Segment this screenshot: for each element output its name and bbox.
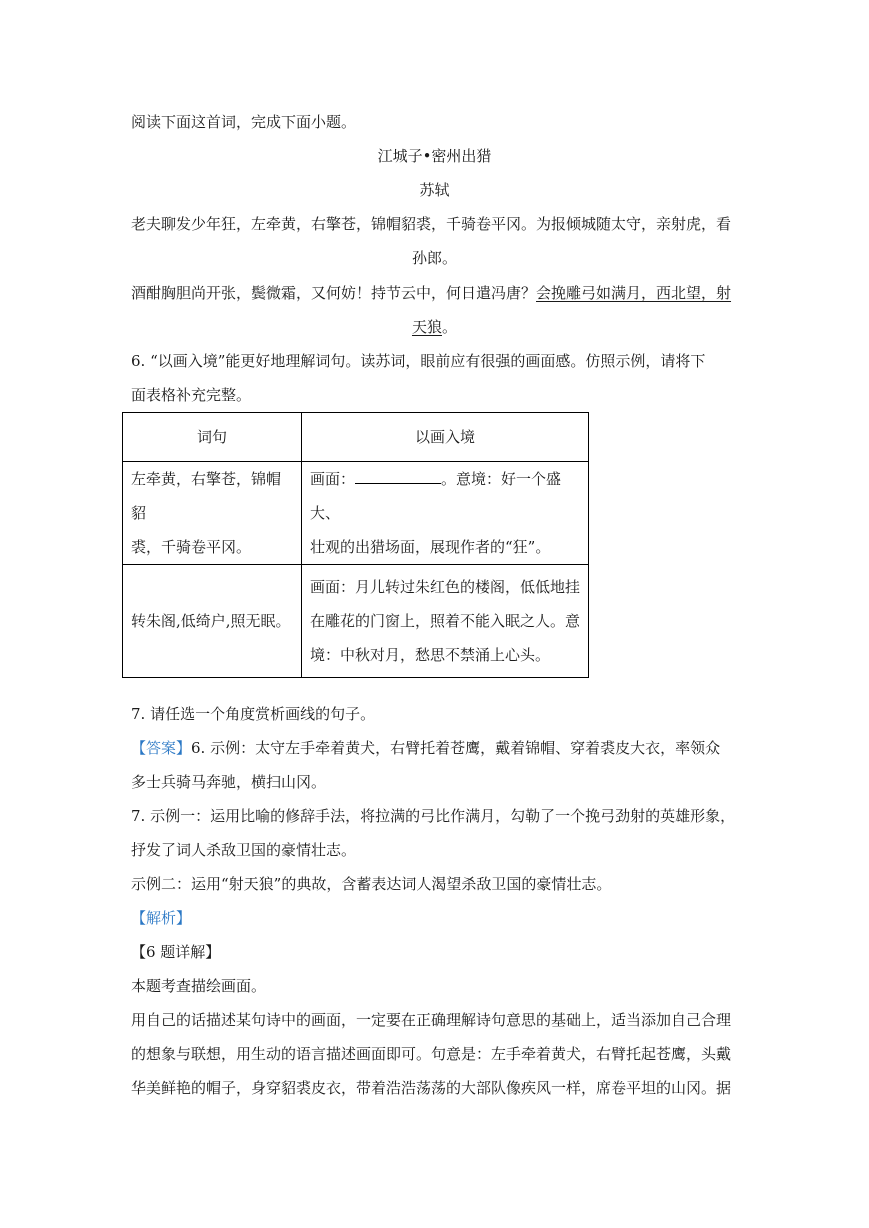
analysis-line1: 本题考查描绘画面。: [131, 977, 267, 995]
fill-in-blank[interactable]: [355, 465, 441, 484]
table-row: [123, 462, 589, 565]
poem-author: 苏轼: [419, 181, 450, 199]
answer-7-line1: 7. 示例一：运用比喻的修辞手法，将拉满的弓比作满月，勾勒了一个挽弓劲射的英雄形象，: [131, 807, 736, 825]
poem-stanza1-line2: 孙郎。: [411, 249, 457, 267]
analysis-subheading: 【6 题详解】: [131, 943, 221, 961]
analysis-tag: 【解析】: [131, 909, 192, 927]
poem-stanza2-line2: [0, 317, 869, 337]
table-cell-sentence: 转朱阁,低绮户,照无眠。: [123, 565, 302, 678]
cell-text: 裘，千骑卷平冈。: [131, 538, 252, 556]
table-header-cell: 以画入境: [302, 413, 589, 462]
cell-text: 在雕花的门窗上，照着不能入眠之人。意: [310, 612, 581, 630]
analysis-line3: 的想象与联想，用生动的语言描述画面即可。句意是：左手牵着黄犬，右臂托起苍鹰，头戴: [131, 1045, 732, 1063]
underlined-sentence-part1: 会挽雕弓如满月，西北望，射: [536, 284, 732, 302]
answer-7-line2: 抒发了词人杀敌卫国的豪情壮志。: [131, 841, 357, 859]
question-6-line2: 面表格补充完整。: [131, 386, 252, 404]
cell-text: 左牵黄，右擎苍，锦帽貂: [131, 470, 282, 522]
table-cell-sentence: [123, 462, 302, 565]
analysis-line2: 用自己的话描述某句诗中的画面，一定要在正确理解诗句意思的基础上，适当添加自己合理: [131, 1011, 732, 1029]
table-header-cell: 词句: [123, 413, 302, 462]
poem-stanza2-line1: [131, 283, 731, 303]
table-cell-imagery: [302, 462, 589, 565]
poem-stanza2-end: 。: [442, 318, 458, 336]
poem-stanza2-plain: 酒酣胸胆尚开张，鬓微霜，又何妨！持节云中，何日遣冯唐？: [131, 284, 537, 302]
answer-6-line2: 多士兵骑马奔驰，横扫山冈。: [131, 773, 327, 791]
cell-text: 境：中秋对月，愁思不禁涌上心头。: [310, 646, 551, 664]
poem-title: 江城子•密州出猎: [377, 147, 492, 165]
reading-instruction: 阅读下面这首词，完成下面小题。: [131, 113, 357, 131]
cell-text: 画面：月儿转过朱红色的楼阁，低低地挂: [310, 578, 581, 596]
cell-text-with-blank: [310, 462, 580, 530]
answer-tag: 【答案】: [131, 739, 192, 757]
question-7: 7. 请任选一个角度赏析画线的句子。: [131, 705, 376, 723]
cell-text: 壮观的出猎场面，展现作者的“狂”。: [310, 538, 551, 556]
analysis-line4: 华美鲜艳的帽子，身穿貂裘皮衣，带着浩浩荡荡的大部队像疾风一样，席卷平坦的山冈。据: [131, 1079, 732, 1097]
table-header-row: [123, 413, 589, 462]
answer-text: 6. 示例：太守左手牵着黄犬，右臂托着苍鹰，戴着锦帽、穿着裘皮大衣，率领众: [191, 739, 721, 757]
underlined-sentence-part2: 天狼: [411, 318, 442, 336]
table-row: [123, 565, 589, 678]
cell-text: 。意境：好一个盛大、: [310, 470, 562, 522]
answer-6-line1: [131, 738, 720, 758]
answer-table: [122, 412, 589, 678]
cell-text: 画面：: [310, 470, 356, 488]
poem-stanza1-line1: 老夫聊发少年狂，左牵黄，右擎苍，锦帽貂裘，千骑卷平冈。为报倾城随太守，亲射虎，看: [131, 215, 732, 233]
answer-7-line3: 示例二：运用“射天狼”的典故，含蓄表达词人渴望杀敌卫国的豪情壮志。: [131, 875, 612, 893]
question-6-line1: 6. “以画入境”能更好地理解词句。读苏词，眼前应有很强的画面感。仿照示例，请将下: [131, 352, 706, 370]
table-cell-imagery: [302, 565, 589, 678]
